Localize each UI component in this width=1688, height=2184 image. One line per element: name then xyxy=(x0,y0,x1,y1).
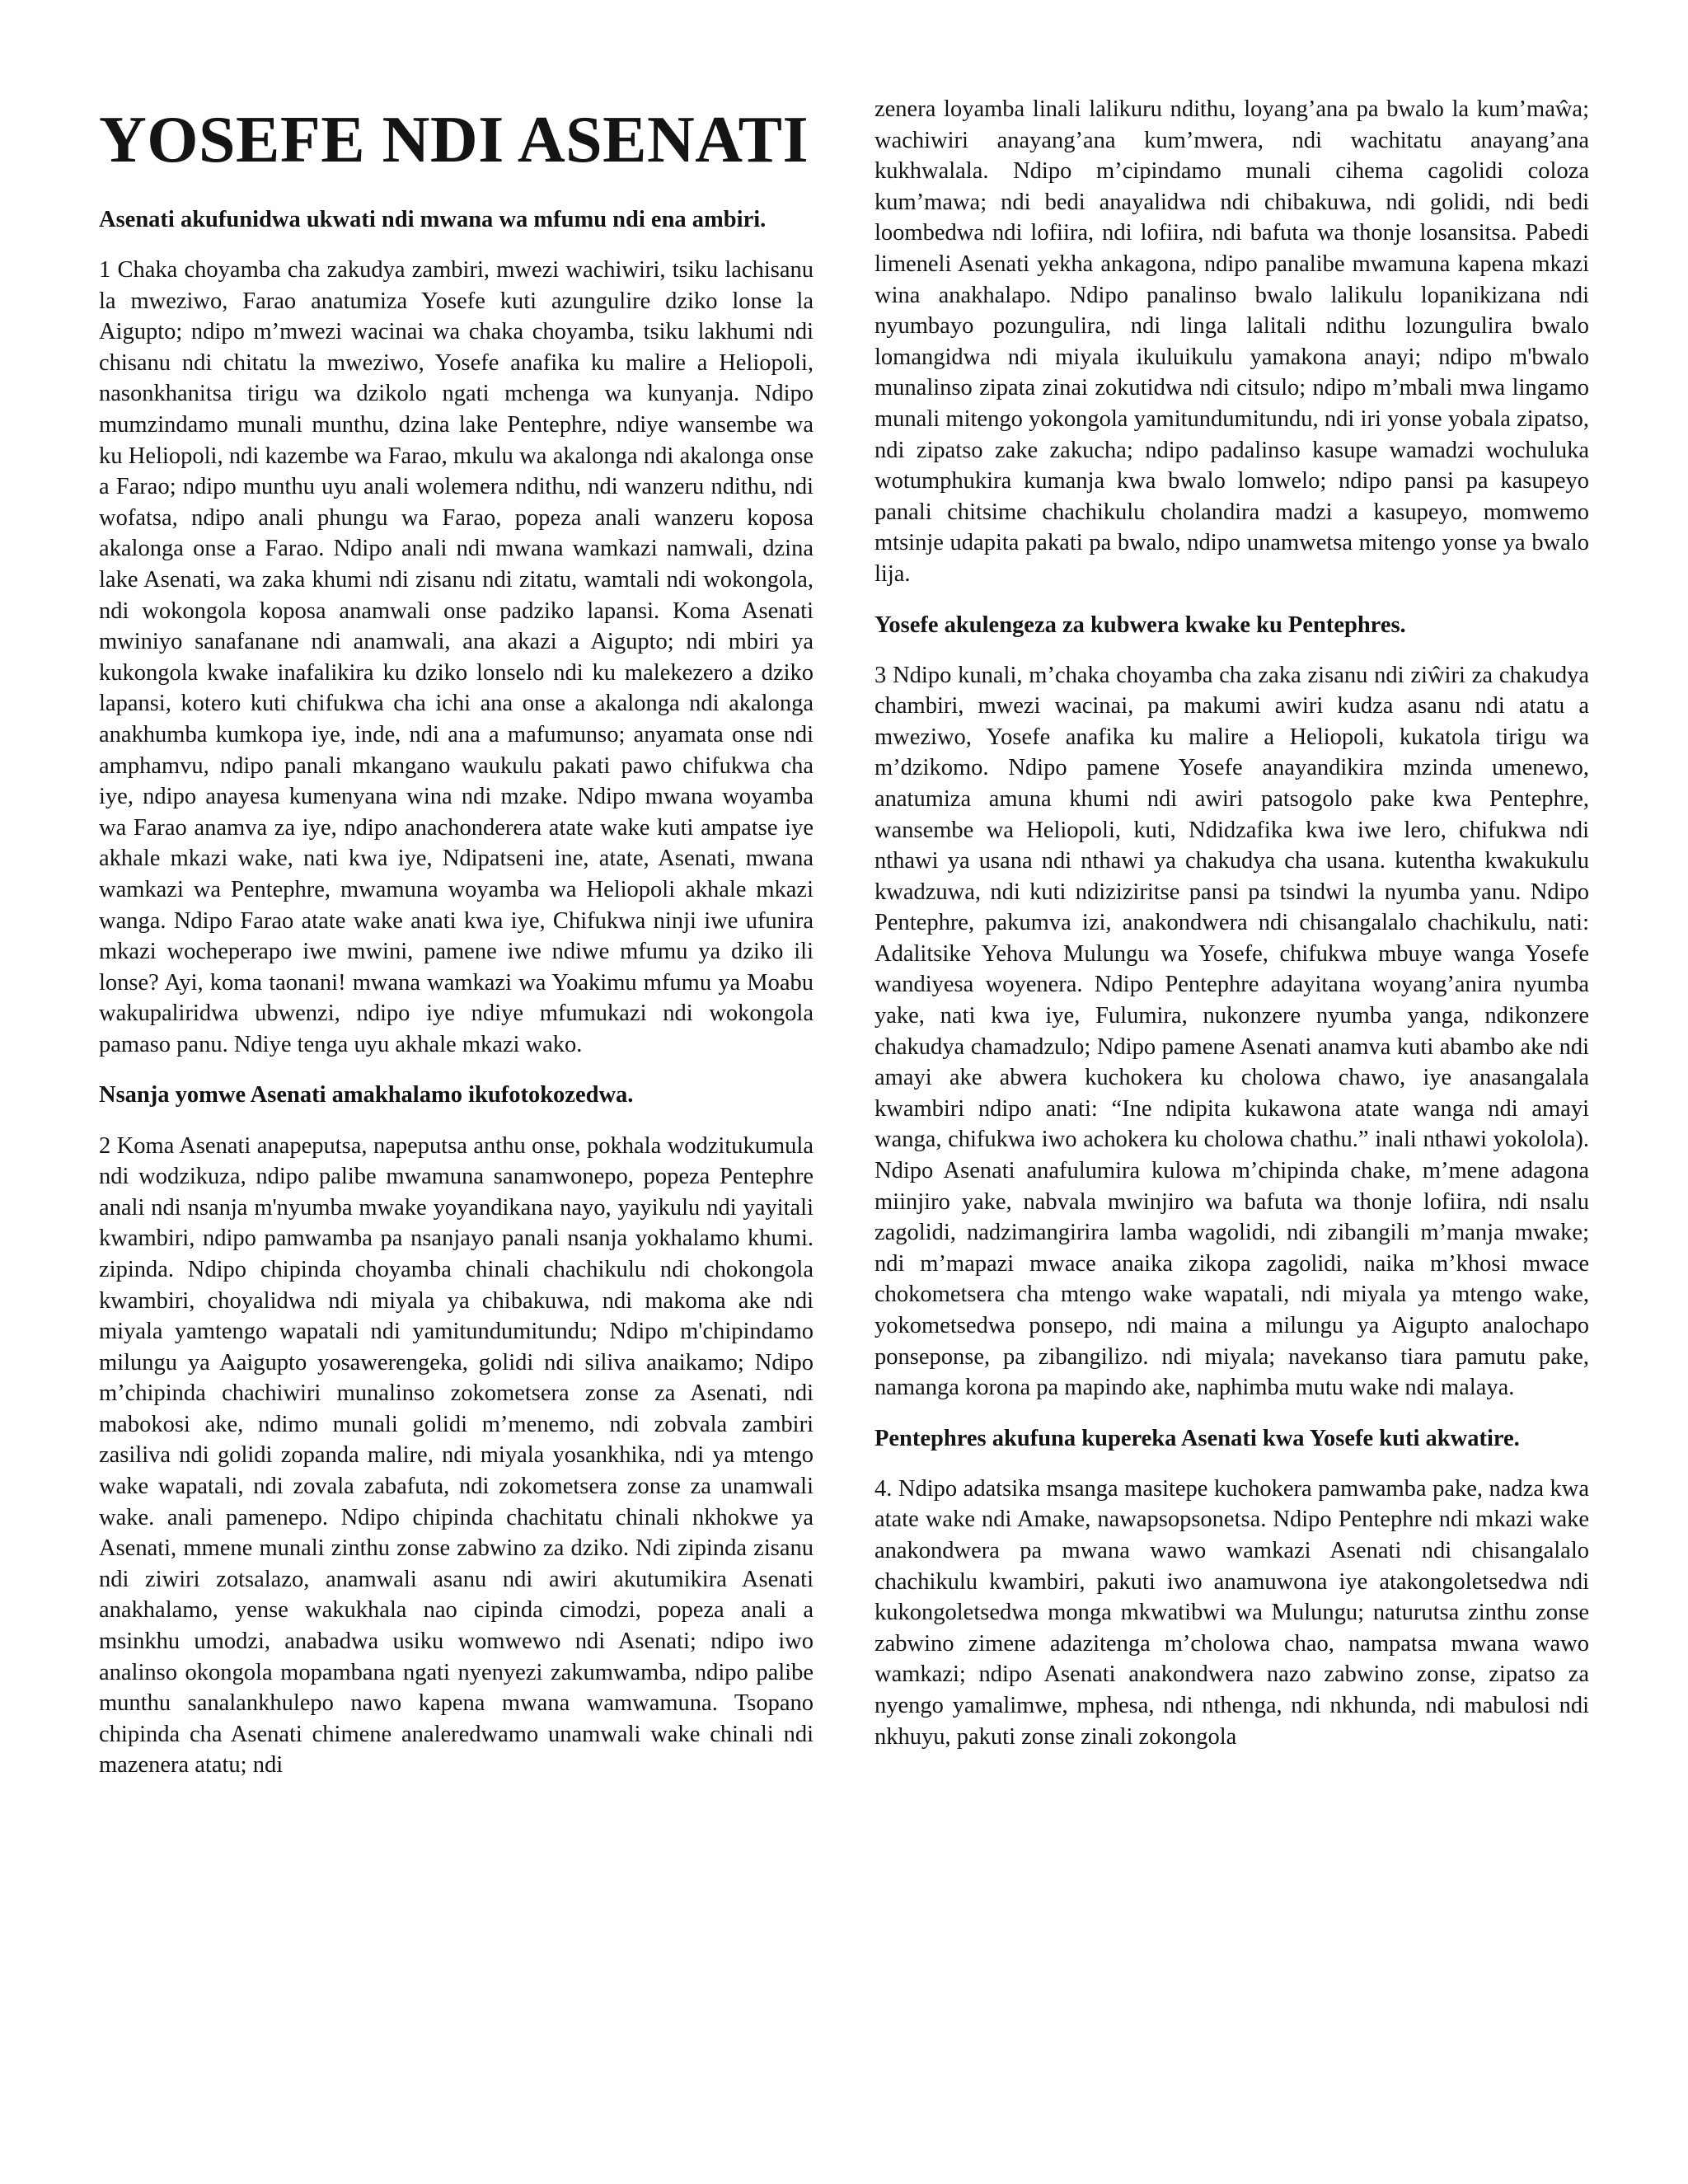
section-heading-3: Yosefe akulengeza za kubwera kwake ku Pentephres. xyxy=(874,612,1406,638)
document-title: YOSEFE NDI ASENATI xyxy=(99,104,809,176)
section-heading-2: Nsanja yomwe Asenati amakhalamo ikufotokozedwa. xyxy=(99,1082,634,1108)
paragraph-1: 1 Chaka choyamba cha zakudya zambiri, mwezi wachiwiri, tsiku lachisanu la mweziwo, Farao anatumiza Yosefe kuti azungulire dziko lonse la Aigupto; ndipo m’mwezi wacinai wa chaka choyamba, tsiku lakhumi ndi chisanu ndi chitatu la mweziwo, Yosefe anafika ku malire a Heliopoli, nasonkhanitsa tirigu wa dzikolo ngati mchenga wa kunyanja. Ndipo mumzindamo munali munthu, dzina lake Pentephre, ndiye wansembe wa ku Heliopoli, ndi kazembe wa Farao, mkulu wa akalonga ndi akalonga onse a Farao; ndipo munthu uyu anali wolemera ndithu, ndi wanzeru ndithu, ndi wofatsa, ndipo anali phungu wa Farao, popeza anali wanzeru koposa akalonga onse a Farao. Ndipo anali ndi mwana wamkazi namwali, dzina lake Asenati, wa zaka khumi ndi zisanu ndi zitatu, wamtali ndi wokongola, ndi wokongola koposa anamwali onse padziko lapansi. Koma Asenati mwiniyo sanafanane ndi anamwali, ana akazi a Aigupto; ndi mbiri ya kukongola kwake inafalikira ku dziko lonselo ndi ku malekezero a dziko lapansi, kotero kuti chifukwa cha ichi ana onse a akalonga ndi akalonga anakhumba kumkopa iye, inde, ndi ana a mafumunso; anyamata onse ndi amphamvu, ndipo panali mkangano waukulu pakati pawo chifukwa cha iye, ndipo anayesa kumenyana wina ndi mzake. Ndipo mwana woyamba wa Farao anamva za iye, ndipo anachonderera atate wake kuti ampatse iye akhale mkazi wake, nati kwa iye, Ndipatseni ine, atate, Asenati, mwana wamkazi wa Pentephre, mwamuna woyamba wa Heliopoli akhale mkazi wanga. Ndipo Farao atate wake anati kwa iye, Chifukwa ninji iwe ufunira mkazi wocheperapo iwe mwini, pamene iwe ndiwe mfumu ya dziko ili lonse? Ayi, koma taonani! mwana wamkazi wa Yoakimu mfumu ya Moabu wakupaliridwa ubwenzi, ndipo iye ndiye mfumukazi ndi wokongola pamaso panu. Ndiye tenga uyu akhale mkazi wako. xyxy=(99,257,814,1057)
paragraph-2-continued: zenera loyamba linali lalikuru ndithu, loyang’ana pa bwalo la kum’maŵa; wachiwiri anayang’ana kum’mwera, ndi wachitatu anayang’ana kukhwalala. Ndipo m’cipindamo munali cihema cagolidi coloza kum’mawa; ndi bedi anayalidwa ndi chibakuwa, ndi golidi, ndi bedi loombedwa ndi lofiira, ndi lofiira, ndi bafuta wa thonje losansitsa. Pabedi limeneli Asenati yekha ankagona, ndipo panalibe mwamuna kapena mkazi wina anakhalapo. Ndipo panalinso bwalo lalikulu lopanikizana ndi nyumbayo pozungulira, ndi linga lalitali ndithu lozungulira bwalo lomangidwa ndi miyala ikuluikulu yamakona anayi; ndipo m'bwalo munalinso zipata zinai zokutidwa ndi citsulo; ndipo m’mbali mwa lingamo munali mitengo yokongola yamitundumitundu, ndi iri yonse yobala zipatso, ndi zipatso zake zakucha; ndipo padalinso kasupe wamadzi wochuluka wotumphukira kumanja kwa bwalo lomwelo; ndipo pansi pa kasupeyo panali chitsime chachikulu cholandira madzi a kasupeyo, momwemo mtsinje udapita pakati pa bwalo, ndipo unamwetsa mitengo yonse ya bwalo lija. xyxy=(874,96,1589,587)
left-column xyxy=(99,99,814,2184)
paragraph-4: 4. Ndipo adatsika msanga masitepe kuchokera pamwamba pake, nadza kwa atate wake ndi Amake, nawapsopsonetsa. Ndipo Pentephre ndi mkazi wake anakondwera pa mwana wawo wamkazi Asenati ndi chisangalalo chachikulu kwambiri, pakuti iwo anamuwona iye atakongoletsedwa ndi kukongoletsedwa monga mkwatibwi wa Mulungu; naturutsa zinthu zonse zabwino zimene adazitenga m’cholowa chao, nampatsa mwana wawo wamkazi; ndipo Asenati anakondwera nazo zabwino zonse, zipatso za nyengo yamalimwe, mphesa, ndi nthenga, ndi nkhunda, ndi mabulosi ndi nkhuyu, pakuti zonse zinali zokongola xyxy=(874,1475,1589,1750)
paragraph-2: 2 Koma Asenati anapeputsa, napeputsa anthu onse, pokhala wodzitukumula ndi wodzikuza, ndipo palibe mwamuna sanamwonepo, popeza Pentephre anali ndi nsanja m'nyumba mwake yoyandikana nayo, yayikulu ndi yayitali kwambiri, ndipo pamwamba pa nsanjayo panali nsanja yokhalamo khumi. zipinda. Ndipo chipinda choyamba chinali chachikulu ndi chokongola kwambiri, choyalidwa ndi miyala ya chibakuwa, ndi makoma ake ndi miyala yamtengo wapatali ndi yamitundumitundu; Ndipo m'chipindamo milungu ya Aaigupto yosawerengeka, golidi ndi siliva anaikamo; Ndipo m’chipinda chachiwiri munalinso zokometsera zonse za Asenati, ndi mabokosi ake, ndimo munali golidi m’menemo, ndi zobvala zambiri zasiliva ndi golidi zopanda malire, ndi miyala yosankhika, ndi ya mtengo wake wapatali, ndi zovala zabafuta, ndi zokometsera zonse za unamwali wake. anali pamenepo. Ndipo chipinda chachitatu chinali nkhokwe ya Asenati, mmene munali zinthu zonse zabwino za dziko. Ndi zipinda zisanu ndi ziwiri zotsalazo, anamwali asanu ndi awiri akutumikira Asenati anakhalamo, yense wakukhala nao cipinda cimodzi, popeza anali a msinkhu umodzi, anabadwa usiku womwewo ndi Asenati; ndipo iwo analinso okongola mopambana ngati nyenyezi zakumwamba, ndipo palibe munthu sanalankhulepo nawo kapena mwana wamwamuna. Tsopano chipinda cha Asenati chimene analeredwamo unamwali wake chinali ndi mazenera atatu; ndi xyxy=(99,1132,814,1779)
paragraph-3: 3 Ndipo kunali, m’chaka choyamba cha zaka zisanu ndi ziŵiri za chakudya chambiri, mwezi wacinai, pa makumi awiri kudza asanu ndi atatu a mweziwo, Yosefe anafika ku malire a Heliopoli, kukatola tirigu wa m’dzikomo. Ndipo pamene Yosefe anayandikira mzinda umenewo, anatumiza amuna khumi ndi awiri patsogolo pake kwa Pentephre, wansembe wa Heliopoli, kuti, Ndidzafika kwa iwe lero, chifukwa ndi nthawi ya usana ndi nthawi ya chakudya cha usana. kutentha kwakukulu kwadzuwa, ndi kuti ndiziziritse pansi pa tsindwi la nyumba yanu. Ndipo Pentephre, pakumva izi, anakondwera ndi chisangalalo chachikulu, nati: Adalitsike Yehova Mulungu wa Yosefe, chifukwa mbuye wanga Yosefe wandiyesa woyenera. Ndipo Pentephre adayitana woyang’anira nyumba yake, nati kwa iye, Fulumira, nukonzere nyumba yanga, ndikonzere chakudya chamadzulo; Ndipo pamene Asenati anamva kuti abambo ake ndi amayi ake abwera kuchokera ku cholowa chawo, iye anasangalala kwambiri ndipo anati: “Ine ndipita kukawona atate wanga ndi amayi wanga, chifukwa iwo achokera ku cholowa chathu.” inali nthawi yokolola). Ndipo Asenati anafulumira kulowa m’chipinda chake, m’mene adagona miinjiro yake, nabvala mwinjiro wa bafuta wa thonje lofiira, ndi nsalu zagolidi, nadzimangirira lamba wagolidi, ndi zibangili m’manja mwake; ndi m’mapazi mwace anaika zikopa zagolidi, naika m’khosi mwace chokometsera cha mtengo wake wapatali, ndi miyala ya mtengo wake, yokometsedwa ponsepo, ndi maina a milungu ya Aigupto analochapo ponseponse, pa zibangilizo. ndi miyala; navekanso tiara pamutu pake, namanga korona pa mapindo ake, naphimba mutu wake ndi malaya. xyxy=(874,662,1589,1401)
right-column xyxy=(874,94,1589,2184)
section-heading-4: Pentephres akufuna kupereka Asenati kwa Yosefe kuti akwatire. xyxy=(874,1425,1520,1451)
section-heading-1: Asenati akufunidwa ukwati ndi mwana wa mfumu ndi ena ambiri. xyxy=(99,207,767,232)
